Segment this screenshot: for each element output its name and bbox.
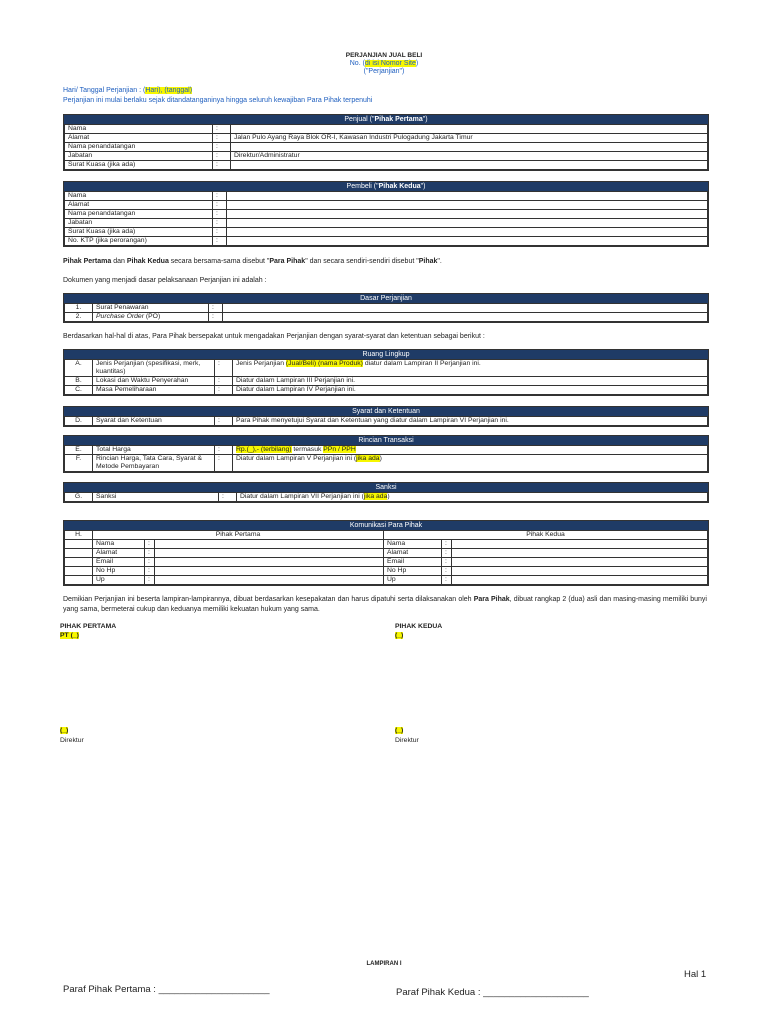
row-value bbox=[227, 237, 708, 246]
sig-left-company bbox=[60, 632, 79, 639]
table-row bbox=[65, 493, 708, 502]
row-label: Masa Pemeliharaan bbox=[93, 386, 215, 395]
rincian-rows bbox=[64, 445, 708, 472]
date-label: Hari/ Tanggal Perjanjian : ( bbox=[63, 87, 146, 94]
row-number: C. bbox=[65, 386, 93, 395]
komunikasi-table bbox=[63, 520, 709, 586]
buyer-rows bbox=[64, 191, 708, 246]
row-colon: : bbox=[213, 125, 231, 134]
ruang-header: Ruang Lingkup bbox=[64, 350, 708, 359]
para-pihak-text bbox=[63, 258, 442, 265]
row-colon: : bbox=[209, 304, 223, 313]
table-row bbox=[65, 576, 708, 585]
table-row bbox=[65, 558, 708, 567]
doc-title-block bbox=[0, 52, 768, 75]
komunikasi-header: Komunikasi Para Pihak bbox=[64, 521, 708, 530]
field-label: No Hp bbox=[384, 567, 442, 576]
buyer-table bbox=[63, 181, 709, 247]
row-value bbox=[231, 125, 708, 134]
row-colon: : bbox=[209, 313, 223, 322]
sig-right-company bbox=[395, 632, 403, 639]
table-row bbox=[65, 360, 708, 377]
sig-right-company-text: (_) bbox=[395, 632, 404, 639]
row-label: Surat Penawaran bbox=[93, 304, 209, 313]
dasar-table bbox=[63, 293, 709, 323]
row-colon: : bbox=[145, 567, 155, 576]
seller-header-post: ") bbox=[422, 116, 428, 123]
row-colon: : bbox=[442, 549, 452, 558]
value-highlight: Rp.(_),- (terbilang) bbox=[236, 446, 292, 453]
sig-right-role: Direktur bbox=[395, 737, 419, 744]
seller-header-pre: Penjual (" bbox=[344, 116, 375, 123]
sig-left-name-text: (_) bbox=[60, 727, 69, 734]
text-span: " dan secara sendiri-sendiri disebut " bbox=[305, 258, 419, 265]
row-label bbox=[93, 313, 209, 322]
table-row bbox=[65, 192, 708, 201]
row-number: G. bbox=[65, 493, 93, 502]
table-row bbox=[65, 377, 708, 386]
row-colon: : bbox=[215, 360, 233, 377]
sanksi-header: Sanksi bbox=[64, 483, 708, 492]
rincian-header: Rincian Transaksi bbox=[64, 436, 708, 445]
field-value bbox=[452, 549, 708, 558]
text-span: secara bersama-sama disebut " bbox=[168, 258, 270, 265]
table-row bbox=[65, 134, 708, 143]
sig-left-name bbox=[60, 727, 68, 734]
row-label: Nama penandatangan bbox=[65, 210, 213, 219]
row-colon: : bbox=[213, 152, 231, 161]
table-row bbox=[65, 446, 708, 455]
field-value bbox=[155, 540, 384, 549]
row-label: Jabatan bbox=[65, 152, 213, 161]
row-colon: : bbox=[442, 567, 452, 576]
row-value bbox=[223, 313, 708, 322]
field-label: Nama bbox=[384, 540, 442, 549]
sig-left-company-text: PT (_) bbox=[60, 632, 79, 639]
dokumen-intro: Dokumen yang menjadi dasar pelaksanaan Perjanjian ini adalah : bbox=[63, 277, 267, 284]
row-spacer bbox=[65, 549, 93, 558]
seller-table bbox=[63, 114, 709, 171]
field-label: Email bbox=[384, 558, 442, 567]
doc-number-suffix: ) bbox=[415, 60, 419, 67]
row-colon: : bbox=[213, 134, 231, 143]
date-highlight: Hari), (tanggal) bbox=[145, 87, 193, 94]
row-spacer bbox=[65, 567, 93, 576]
field-label: No Hp bbox=[93, 567, 145, 576]
row-spacer bbox=[65, 540, 93, 549]
row-label: No. KTP (jika perorangan) bbox=[65, 237, 213, 246]
row-colon: : bbox=[215, 386, 233, 395]
closing-text: Demikian Perjanjian ini beserta lampiran-lampirannya, dibuat berdasarkan kesepakatan dan harus dipatuhi serta dilaksanakan oleh bbox=[63, 596, 474, 603]
row-value bbox=[233, 455, 708, 472]
table-row bbox=[65, 161, 708, 170]
paraf-pihak-pertama: Paraf Pihak Pertama : _____________________ bbox=[63, 984, 270, 995]
dasar-header: Dasar Perjanjian bbox=[64, 294, 708, 303]
row-value bbox=[223, 304, 708, 313]
syarat-table bbox=[63, 406, 709, 427]
row-label: Alamat bbox=[65, 134, 213, 143]
agreement-intro: Berdasarkan hal-hal di atas, Para Pihak bersepakat untuk mengadakan Perjanjian dengan syarat-syarat dan ketentuan sebagai berikut : bbox=[63, 333, 485, 340]
row-spacer bbox=[65, 558, 93, 567]
table-row bbox=[65, 201, 708, 210]
row-colon: : bbox=[219, 493, 237, 502]
row-label: Surat Kuasa (jika ada) bbox=[65, 161, 213, 170]
table-row bbox=[65, 304, 708, 313]
row-colon: : bbox=[145, 558, 155, 567]
row-number: B. bbox=[65, 377, 93, 386]
row-colon: : bbox=[442, 540, 452, 549]
value-text: Diatur dalam Lampiran VII Perjanjian ini ( bbox=[240, 493, 364, 500]
komunikasi-rows bbox=[64, 530, 708, 585]
table-row bbox=[65, 540, 708, 549]
closing-bold: Para Pihak bbox=[473, 596, 510, 603]
doc-number bbox=[0, 60, 768, 67]
sig-right-name bbox=[395, 727, 403, 734]
row-number: 2. bbox=[65, 313, 93, 322]
field-value bbox=[155, 558, 384, 567]
row-value bbox=[227, 219, 708, 228]
row-label: Nama bbox=[65, 192, 213, 201]
row-value bbox=[231, 161, 708, 170]
row-label: Total Harga bbox=[93, 446, 215, 455]
sanksi-rows bbox=[64, 492, 708, 502]
table-row bbox=[65, 219, 708, 228]
row-colon: : bbox=[215, 417, 233, 426]
sig-right-name-text: (_) bbox=[395, 727, 404, 734]
value-highlight: jika ada bbox=[356, 455, 380, 462]
buyer-header-post: ") bbox=[420, 183, 426, 190]
field-label: Email bbox=[93, 558, 145, 567]
closing-paragraph bbox=[63, 595, 707, 615]
row-value bbox=[227, 192, 708, 201]
row-number: 1. bbox=[65, 304, 93, 313]
row-label: Nama penandatangan bbox=[65, 143, 213, 152]
value-highlight: PPn / PPH bbox=[323, 446, 356, 453]
komunikasi-right-title: Pihak Kedua bbox=[384, 531, 708, 540]
row-label: Jenis Perjanjian (spesifikasi, merk, kuantitas) bbox=[93, 360, 215, 377]
row-colon: : bbox=[145, 549, 155, 558]
field-label: Nama bbox=[93, 540, 145, 549]
doc-title: PERJANJIAN JUAL BELI bbox=[345, 52, 423, 59]
buyer-header-pre: Pembeli (" bbox=[346, 183, 379, 190]
sig-right-title: PIHAK KEDUA bbox=[395, 623, 443, 630]
row-number: H. bbox=[65, 531, 93, 540]
table-row bbox=[65, 125, 708, 134]
row-colon: : bbox=[145, 540, 155, 549]
doc-alias: ("Perjanjian") bbox=[363, 68, 405, 75]
table-row bbox=[65, 152, 708, 161]
rincian-table bbox=[63, 435, 709, 473]
row-label: Jabatan bbox=[65, 219, 213, 228]
row-colon: : bbox=[213, 237, 227, 246]
field-value bbox=[155, 549, 384, 558]
field-value bbox=[452, 576, 708, 585]
row-label: Sanksi bbox=[93, 493, 219, 502]
table-row bbox=[65, 567, 708, 576]
seller-rows bbox=[64, 124, 708, 170]
ruang-table bbox=[63, 349, 709, 396]
komunikasi-left-title: Pihak Pertama bbox=[93, 531, 384, 540]
table-row bbox=[65, 237, 708, 246]
row-value: Direktur/Administratur bbox=[231, 152, 708, 161]
row-colon: : bbox=[145, 576, 155, 585]
row-value bbox=[227, 210, 708, 219]
text-bold: Para Pihak bbox=[269, 258, 306, 265]
row-label: Syarat dan Ketentuan bbox=[93, 417, 215, 426]
row-label: Lokasi dan Waktu Penyerahan bbox=[93, 377, 215, 386]
field-value bbox=[452, 540, 708, 549]
sig-left-role: Direktur bbox=[60, 737, 84, 744]
row-colon: : bbox=[213, 219, 227, 228]
validity-text: Perjanjian ini mulai berlaku sejak ditandatanganinya hingga seluruh kewajiban Para Pihak terpenuhi bbox=[63, 97, 373, 104]
row-colon: : bbox=[215, 455, 233, 472]
row-value: Diatur dalam Lampiran IV Perjanjian ini. bbox=[233, 386, 708, 395]
row-colon: : bbox=[215, 446, 233, 455]
row-label: Surat Kuasa (jika ada) bbox=[65, 228, 213, 237]
field-value bbox=[452, 567, 708, 576]
seller-header-bold: Pihak Pertama bbox=[374, 116, 423, 123]
syarat-header: Syarat dan Ketentuan bbox=[64, 407, 708, 416]
sanksi-table bbox=[63, 482, 709, 503]
closing-text: , dibuat rangkap 2 (dua) asli dan masing-masing memiliki bunyi yang sama, bermeterai cukup dan keduanya memiliki kekuatan hukum yang sama. bbox=[63, 596, 707, 613]
field-value bbox=[155, 576, 384, 585]
dasar-rows bbox=[64, 303, 708, 322]
field-value bbox=[155, 567, 384, 576]
row-number: D. bbox=[65, 417, 93, 426]
field-value bbox=[452, 558, 708, 567]
table-row bbox=[65, 531, 708, 540]
row-colon: : bbox=[442, 558, 452, 567]
table-row bbox=[65, 210, 708, 219]
row-spacer bbox=[65, 576, 93, 585]
row-number: E. bbox=[65, 446, 93, 455]
value-text: ) bbox=[379, 455, 382, 462]
lampiran-label: LAMPIRAN I bbox=[366, 961, 402, 967]
syarat-rows bbox=[64, 416, 708, 426]
page-number: Hal 1 bbox=[684, 969, 707, 980]
value-highlight: (Jual/Beli) (nama Produk) bbox=[285, 360, 363, 367]
row-colon: : bbox=[213, 161, 231, 170]
row-value bbox=[233, 446, 708, 455]
value-text: Jenis Perjanjian bbox=[236, 360, 286, 367]
table-row bbox=[65, 313, 708, 322]
ruang-rows bbox=[64, 359, 708, 395]
row-colon: : bbox=[213, 228, 227, 237]
row-colon: : bbox=[213, 192, 227, 201]
row-value bbox=[227, 228, 708, 237]
value-text: Diatur dalam Lampiran V Perjanjian ini ( bbox=[236, 455, 357, 462]
field-label: Up bbox=[93, 576, 145, 585]
text-bold: Pihak bbox=[418, 258, 438, 265]
table-row bbox=[65, 455, 708, 472]
value-text: ) bbox=[387, 493, 390, 500]
row-label-rest: (PO) bbox=[143, 313, 161, 320]
row-value bbox=[227, 201, 708, 210]
row-label: Alamat bbox=[65, 201, 213, 210]
field-label: Alamat bbox=[93, 549, 145, 558]
row-number: F. bbox=[65, 455, 93, 472]
text-bold: Pihak Kedua bbox=[126, 258, 169, 265]
row-colon: : bbox=[442, 576, 452, 585]
row-value bbox=[237, 493, 708, 502]
row-label: Rincian Harga, Tata Cara, Syarat & Metode Pembayaran bbox=[93, 455, 215, 472]
doc-number-highlight: di isi Nomor Site bbox=[364, 60, 416, 67]
table-row bbox=[65, 417, 708, 426]
row-colon: : bbox=[215, 377, 233, 386]
row-colon: : bbox=[213, 201, 227, 210]
table-row bbox=[65, 386, 708, 395]
field-label: Up bbox=[384, 576, 442, 585]
value-text: termasuk bbox=[291, 446, 324, 453]
row-label: Nama bbox=[65, 125, 213, 134]
row-colon: : bbox=[213, 210, 227, 219]
row-colon: : bbox=[213, 143, 231, 152]
row-value: Para Pihak menyetujui Syarat dan Ketentuan yang diatur dalam Lampiran VI Perjanjian ini. bbox=[233, 417, 708, 426]
date-line bbox=[63, 87, 192, 94]
doc-number-prefix: No. ( bbox=[349, 60, 365, 67]
buyer-header-bold: Pihak Kedua bbox=[378, 183, 421, 190]
value-text: diatur dalam Lampiran II Perjanjian ini. bbox=[362, 360, 481, 367]
seller-header bbox=[64, 115, 708, 124]
text-bold: Pihak Pertama bbox=[63, 258, 112, 265]
table-row bbox=[65, 549, 708, 558]
text-span: ". bbox=[437, 258, 442, 265]
row-value bbox=[233, 360, 708, 377]
table-row bbox=[65, 143, 708, 152]
field-label: Alamat bbox=[384, 549, 442, 558]
sig-left-title: PIHAK PERTAMA bbox=[60, 623, 117, 630]
row-value bbox=[231, 143, 708, 152]
table-row bbox=[65, 228, 708, 237]
value-highlight: jika ada bbox=[363, 493, 388, 500]
row-number: A. bbox=[65, 360, 93, 377]
row-value: Diatur dalam Lampiran III Perjanjian ini. bbox=[233, 377, 708, 386]
buyer-header bbox=[64, 182, 708, 191]
paraf-pihak-kedua: Paraf Pihak Kedua : ____________________ bbox=[396, 987, 589, 998]
row-label-italic: Purchase Order bbox=[96, 313, 144, 320]
row-value: Jalan Pulo Ayang Raya Blok OR-I, Kawasan Industri Pulogadung Jakarta Timur bbox=[231, 134, 708, 143]
text-span: dan bbox=[111, 258, 127, 265]
